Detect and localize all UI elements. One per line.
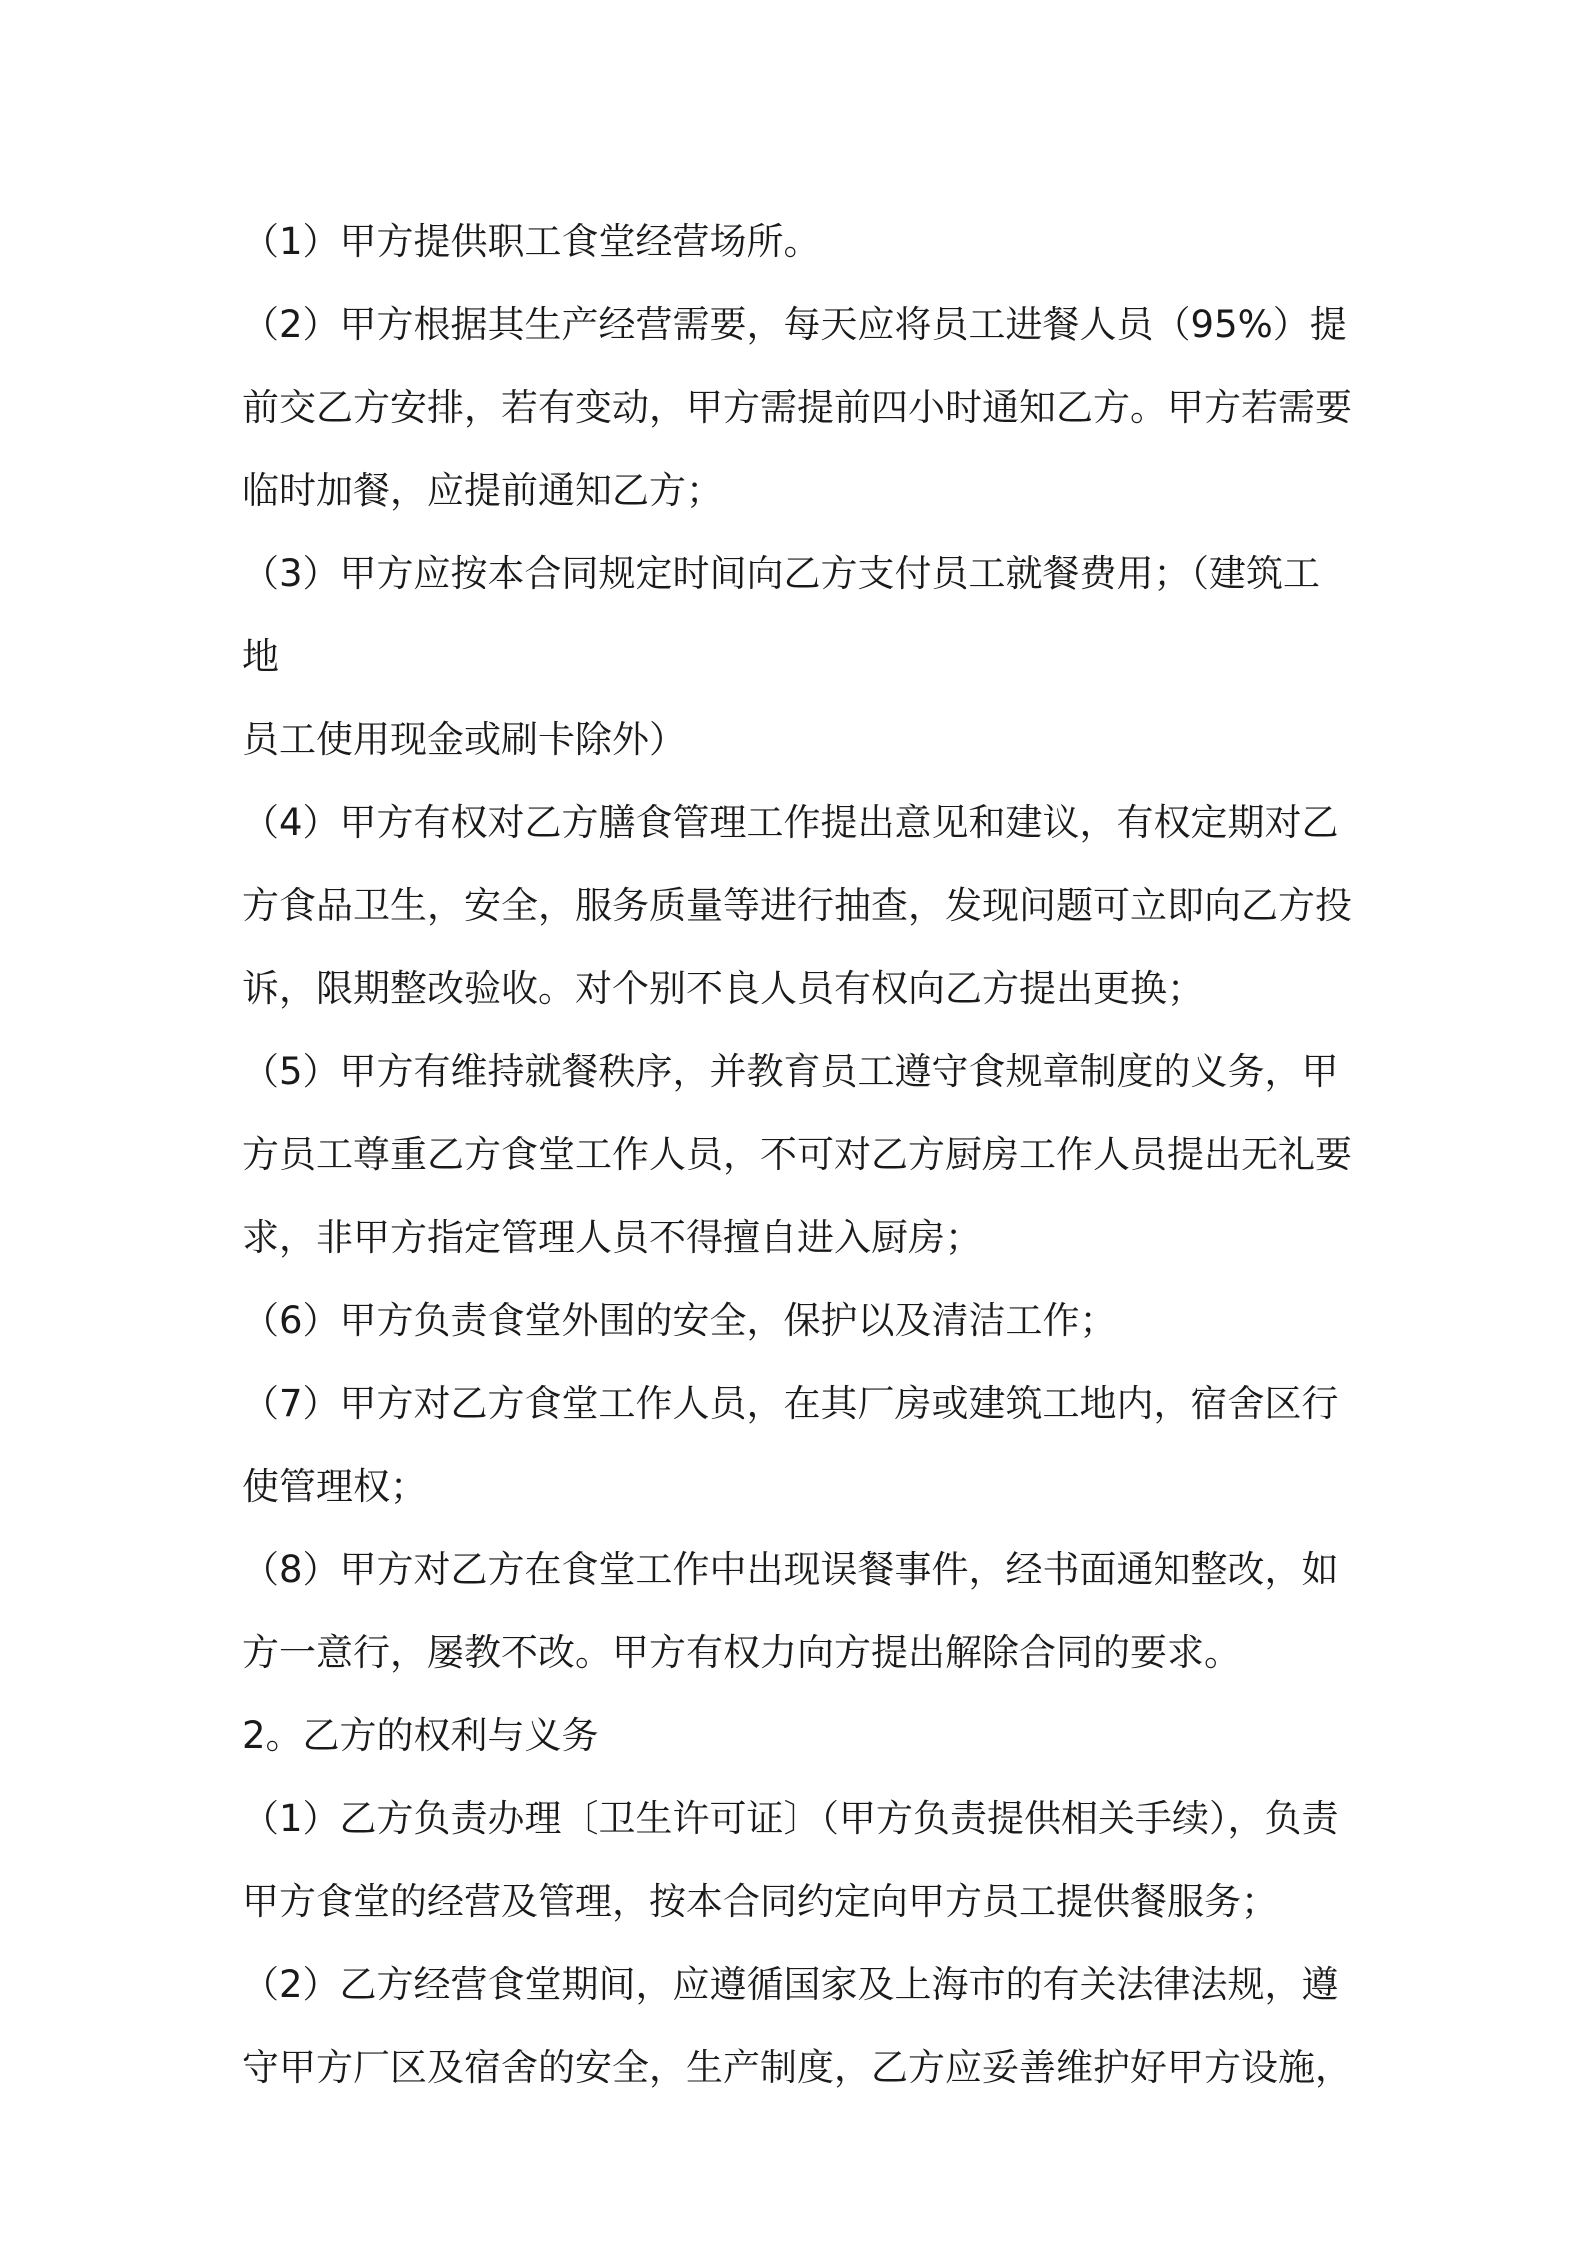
clause-party-a-5: （5）甲方有维持就餐秩序，并教育员工遵守食规章制度的义务，甲 方员工尊重乙方食堂工作人员，不可对乙方厨房工作人员提出无礼要 求，非甲方指定管理人员不得擅自进入厨房； — [242, 1050, 1352, 1259]
clause-party-a-8: （8）甲方对乙方在食堂工作中出现误餐事件，经书面通知整改，如 方一意行，屡教不改。甲方有权力向方提出解除合同的要求。 — [242, 1548, 1339, 1674]
clause-party-a-2: （2）甲方根据其生产经营需要，每天应将员工进餐人员（95%）提 前交乙方安排，若有变动，甲方需提前四小时通知乙方。甲方若需要 临时加餐，应提前通知乙方； — [242, 303, 1352, 512]
section-heading-party-b: 2。乙方的权利与义务 — [242, 1714, 599, 1757]
clause-party-a-6: （6）甲方负责食堂外围的安全，保护以及清洁工作； — [242, 1299, 1117, 1342]
clause-party-a-4: （4）甲方有权对乙方膳食管理工作提出意见和建议，有权定期对乙 方食品卫生，安全，服务质量等进行抽查，发现问题可立即向乙方投 诉，限期整改验收。对个别不良人员有权向乙方提出更换； — [242, 801, 1352, 1010]
clause-party-a-3: （3）甲方应按本合同规定时间向乙方支付员工就餐费用；（建筑工地 员工使用现金或刷卡除外） — [242, 552, 1321, 761]
document-body — [242, 200, 1352, 2109]
clause-party-a-1: （1）甲方提供职工食堂经营场所。 — [242, 220, 821, 263]
clause-party-a-7: （7）甲方对乙方食堂工作人员，在其厂房或建筑工地内，宿舍区行 使管理权； — [242, 1382, 1339, 1508]
clause-party-b-2: （2）乙方经营食堂期间，应遵循国家及上海市的有关法律法规，遵 守甲方厂区及宿舍的安全，生产制度，乙方应妥善维护好甲方设施， — [242, 1963, 1352, 2089]
clause-party-b-1: （1）乙方负责办理〔卫生许可证〕（甲方负责提供相关手续），负责 甲方食堂的经营及管理，按本合同约定向甲方员工提供餐服务； — [242, 1797, 1339, 1923]
